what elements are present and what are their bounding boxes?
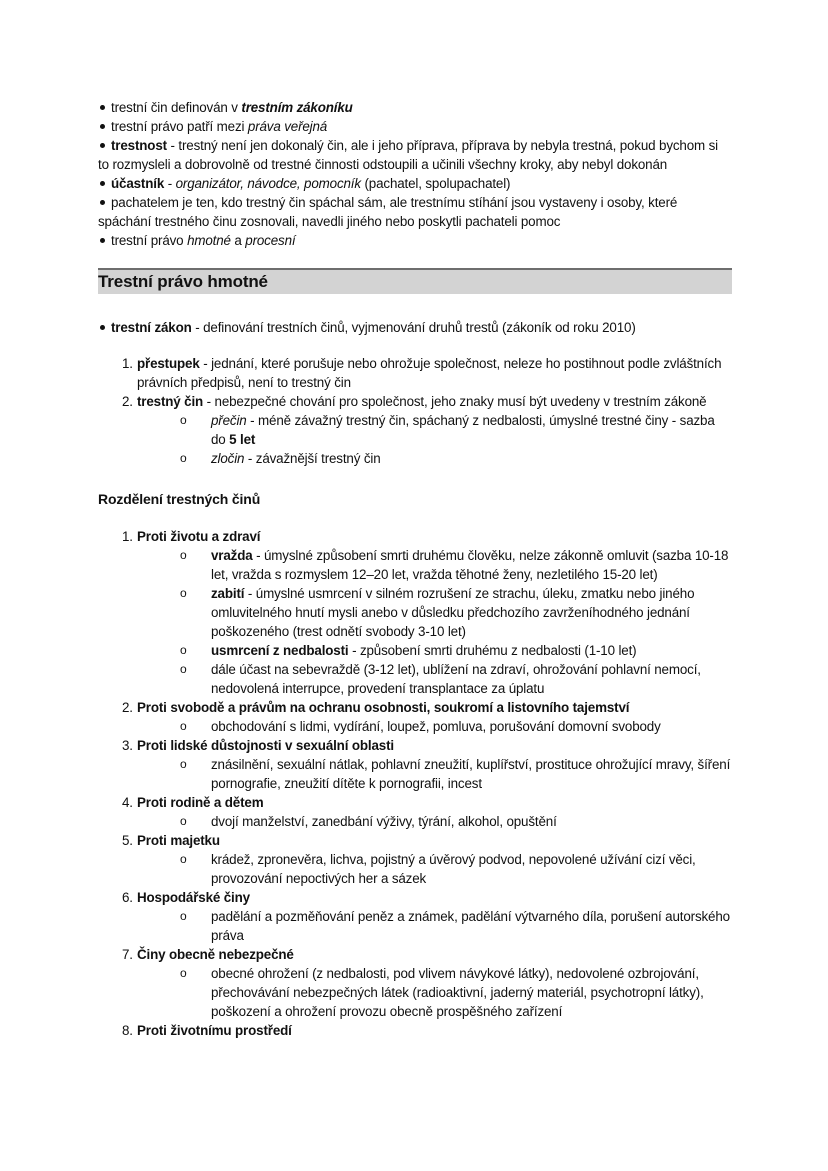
- category-item: [98, 793, 732, 831]
- sub-list-item: [176, 660, 732, 698]
- sub-list-item: [176, 964, 732, 1021]
- circle-bullet-icon: o: [180, 909, 187, 923]
- text: dvojí manželství, zanedbání výživy, týrání, alkohol, opuštění: [211, 814, 557, 829]
- law-text: - definování trestních činů, vyjmenování druhů trestů (zákoník od roku 2010): [191, 320, 636, 335]
- text: - způsobení smrti druhému z nedbalosti (1-10 let): [348, 643, 637, 658]
- category-item: [98, 736, 732, 793]
- document-page: [98, 98, 732, 1040]
- law-list-item: [98, 354, 732, 392]
- text: trestní právo patří mezi: [111, 119, 248, 134]
- law-list-item: [98, 392, 732, 468]
- circle-bullet-icon: o: [180, 966, 187, 980]
- sub-list-item: [176, 641, 732, 660]
- sub-list-item: [176, 411, 732, 449]
- sub-list-item: [176, 907, 732, 945]
- term: trestný čin: [137, 394, 204, 409]
- bullet-icon: [100, 181, 105, 186]
- intro-bullet-item: [98, 98, 732, 117]
- circle-bullet-icon: o: [180, 586, 187, 600]
- list-number: 2.: [122, 394, 133, 409]
- bold-text: trestnost: [111, 138, 167, 153]
- intro-bullet-item: [98, 231, 732, 250]
- crime-categories-list: [98, 527, 732, 1040]
- sub-bullet-list: [137, 964, 732, 1021]
- bullet-icon: [100, 124, 105, 129]
- italic-text: organizátor, návodce, pomocník: [175, 176, 361, 191]
- category-item: [98, 527, 732, 698]
- category-title: Proti životu a zdraví: [137, 529, 261, 544]
- category-item: [98, 945, 732, 1021]
- sub-list-item: [176, 584, 732, 641]
- category-item: [98, 831, 732, 888]
- italic-text: přečin: [211, 413, 247, 428]
- sub-list-item: [176, 449, 732, 468]
- circle-bullet-icon: o: [180, 451, 187, 465]
- category-item: [98, 698, 732, 736]
- bold-text: vražda: [211, 548, 253, 563]
- bullet-icon: [100, 325, 105, 330]
- italic-text: hmotné: [187, 233, 231, 248]
- bullet-icon: [100, 143, 105, 148]
- category-item: [98, 888, 732, 945]
- category-title: Proti svobodě a právům na ochranu osobnosti, soukromí a listovního tajemství: [137, 700, 630, 715]
- circle-bullet-icon: o: [180, 643, 187, 657]
- sub-list-item: [176, 546, 732, 584]
- law-numbered-list: [98, 354, 732, 468]
- sub-bullet-list: [137, 546, 732, 698]
- bold-italic-text: trestním zákoníku: [241, 100, 353, 115]
- text: - úmyslné usmrcení v silném rozrušení ze strachu, úleku, zmatku nebo jiného omluvitelného hnutí mysli anebo v důsledku předchozího zavrženíhodného jednání poškozeného (trest odnětí svobody 3-10 let): [211, 586, 695, 639]
- text: krádež, zpronevěra, lichva, pojistný a úvěrový podvod, nepovolené užívání cizí věci, provozování nepoctivých her a sázek: [211, 852, 696, 886]
- sub-bullet-list: [137, 717, 732, 736]
- definition: - jednání, které porušuje nebo ohrožuje společnost, neleze ho postihnout podle zvláštních právních předpisů, není to trestný čin: [137, 356, 722, 390]
- text: pachatelem je ten, kdo trestný čin spáchal sám, ale trestnímu stíhání jsou vystaveny i osoby, které spáchání trestného činu zosnovali, navedli jiného nebo poskytli pachateli pomoc: [98, 195, 678, 229]
- sub-list-item: [176, 755, 732, 793]
- category-title: Činy obecně nebezpečné: [137, 947, 294, 962]
- definition: - nebezpečné chování pro společnost, jeho znaky musí být uvedeny v trestním zákoně: [203, 394, 707, 409]
- list-number: 4.: [122, 795, 133, 810]
- text: - závažnější trestný čin: [244, 451, 381, 466]
- sub-list-item: [176, 812, 732, 831]
- intro-bullet-item: [98, 193, 732, 231]
- category-title: Hospodářské činy: [137, 890, 250, 905]
- circle-bullet-icon: o: [180, 719, 187, 733]
- section-heading: Trestní právo hmotné: [98, 272, 268, 291]
- category-item: [98, 1021, 732, 1040]
- list-number: 7.: [122, 947, 133, 962]
- circle-bullet-icon: o: [180, 413, 187, 427]
- text: znásilnění, sexuální nátlak, pohlavní zneužití, kuplířství, prostituce ohrožující mravy, šíření pornografie, zneužití dítěte k pornografii, incest: [211, 757, 731, 791]
- text: a: [230, 233, 246, 248]
- bullet-icon: [100, 238, 105, 243]
- italic-text: procesní: [245, 233, 296, 248]
- list-number: 1.: [122, 529, 133, 544]
- text: obchodování s lidmi, vydírání, loupež, pomluva, porušování domovní svobody: [211, 719, 661, 734]
- text: - úmyslné způsobení smrti druhému člověku, nelze zákonně omluvit (sazba 10-18 let, vražda s rozmyslem 12–20 let, vražda těhotné ženy, nezletilého 15-20 let): [211, 548, 729, 582]
- intro-bullet-item: [98, 174, 732, 193]
- bold-text: zabití: [211, 586, 245, 601]
- sub-bullet-list: [137, 755, 732, 793]
- text: -: [164, 176, 176, 191]
- bold-text: usmrcení z nedbalosti: [211, 643, 349, 658]
- list-number: 8.: [122, 1023, 133, 1038]
- subsection-heading: Rozdělení trestných činů: [98, 491, 261, 507]
- text: obecné ohrožení (z nedbalosti, pod vlivem návykové látky), nedovolené ozbrojování, přechovávání nebezpečných látek (radioaktivní, jaderný materiál, psychotropní látky), poškození a ohrožení provozu obecně prospěšného zařízení: [211, 966, 704, 1019]
- circle-bullet-icon: o: [180, 814, 187, 828]
- term: přestupek: [137, 356, 200, 371]
- list-number: 3.: [122, 738, 133, 753]
- italic-text: zločin: [211, 451, 245, 466]
- list-number: 2.: [122, 700, 133, 715]
- circle-bullet-icon: o: [180, 852, 187, 866]
- bullet-icon: [100, 200, 105, 205]
- category-title: Proti životnímu prostředí: [137, 1023, 292, 1038]
- section-heading-bar: [98, 268, 732, 294]
- text: - méně závažný trestný čin, spáchaný z nedbalosti, úmyslné trestné činy - sazba do: [211, 413, 715, 447]
- list-number: 5.: [122, 833, 133, 848]
- sub-bullet-list: [137, 411, 732, 468]
- list-number: 1.: [122, 356, 133, 371]
- circle-bullet-icon: o: [180, 548, 187, 562]
- text: padělání a pozměňování peněz a známek, padělání výtvarného díla, porušení autorského práva: [211, 909, 730, 943]
- sub-bullet-list: [137, 812, 732, 831]
- intro-bullet-item: [98, 136, 732, 174]
- sub-bullet-list: [137, 907, 732, 945]
- category-title: Proti majetku: [137, 833, 220, 848]
- bold-text: 5 let: [229, 432, 256, 447]
- italic-text: práva veřejná: [247, 119, 328, 134]
- bullet-icon: [100, 105, 105, 110]
- category-title: Proti lidské důstojnosti v sexuální oblasti: [137, 738, 394, 753]
- text: (pachatel, spolupachatel): [360, 176, 511, 191]
- text: dále účast na sebevraždě (3-12 let), ublížení na zdraví, ohrožování pohlavní nemocí, nedovolená interrupce, provedení transplantace za úplatu: [211, 662, 701, 696]
- sub-list-item: [176, 717, 732, 736]
- text: - trestný není jen dokonalý čin, ale i jeho příprava, příprava by nebyla trestná, pokud bychom si to rozmysleli a dobrovolně od trestné činnosti odstoupili a učinili všechny kroky, aby nebyl dokonán: [98, 138, 718, 172]
- circle-bullet-icon: o: [180, 662, 187, 676]
- text: trestní právo: [111, 233, 188, 248]
- sub-bullet-list: [137, 850, 732, 888]
- list-number: 6.: [122, 890, 133, 905]
- bold-text: účastník: [111, 176, 165, 191]
- law-bullet: [98, 318, 732, 337]
- intro-bullet-item: [98, 117, 732, 136]
- intro-bullet-list: [98, 98, 732, 250]
- text: trestní čin definován v: [111, 100, 242, 115]
- law-term: trestní zákon: [111, 320, 192, 335]
- category-title: Proti rodině a dětem: [137, 795, 264, 810]
- sub-list-item: [176, 850, 732, 888]
- circle-bullet-icon: o: [180, 757, 187, 771]
